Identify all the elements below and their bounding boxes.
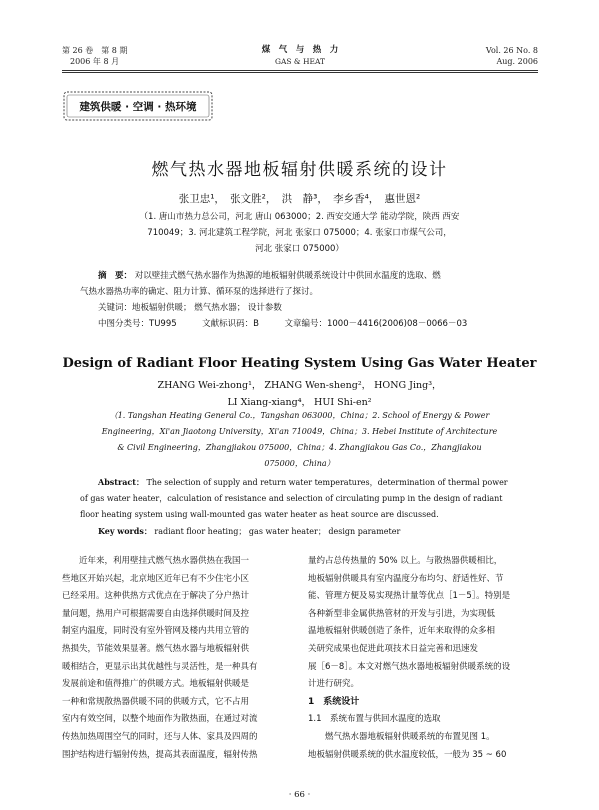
section-label-box [63,91,213,121]
section-label: 建筑供暖 · 空调 · 热环境 [79,101,197,113]
abstract-en [80,474,520,540]
body-line: 量约占总传热量的 50% 以上。与散热器供暖相比， [308,556,503,566]
journal-volume: 第 26 卷 第 8 期 [62,46,128,55]
subsection-heading: 1.1 系统布置与供回水温度的选取 [308,714,441,725]
authors-en-line1: ZHANG Wei-zhong¹， ZHANG Wen-sheng²， HONG Jing³， [157,380,442,391]
affiliations-cn [0,209,599,257]
abstract-en-label: Abstract： [98,477,144,487]
affiliations-en [0,408,599,472]
section-heading: 1 系统设计 [308,696,360,707]
body-line: 量问题，热用户可根据需要自由选择供暖时间及控 [62,608,250,619]
keywords-cn: 地板辐射供暖； 燃气热水器； 设计参数 [132,303,282,313]
body-line: 计进行研究。 [308,679,360,690]
abstract-en-text: The selection of supply and return water temperatures，determination of thermal power [146,478,508,487]
abstract-en-text: floor heating system using wall-mounted gas water heater as heat source are discussed. [80,510,439,519]
body-line: 温地板辐射供暖创造了条件，近年来取得的众多相 [308,626,496,637]
body-line: 燃气热水器地板辐射供暖系统的布置见图 1。 [308,731,495,742]
body-line: 展［6－8］。本文对燃气热水器地板辐射供暖系统的设 [308,661,511,672]
body-line: 地板辐射供暖具有室内温度分布均匀、舒适性好、节 [308,573,504,584]
body-line: 围护结构进行辐射传热，提高其表面温度，辐射传热 [62,749,258,760]
abstract-cn-text: 气热水器热功率的确定、阻力计算、循环泵的选择进行了探讨。 [80,287,319,297]
body-line: 地板辐射供暖系统的供水温度较低，一般为 35 ~ 60 [308,749,507,760]
body-line: 些地区开始兴起，北京地区近年已有不少住宅小区 [62,573,250,584]
affiliation-en-line: （1. Tangshan Heating General Co.，Tangshan 063000，China；2. School of Energy & Power [109,411,490,420]
body-left-column [62,553,294,764]
paper-title-cn: 燃气热水器地板辐射供暖系统的设计 [151,160,448,180]
body-right-column [308,553,540,764]
affiliation-en-line: Engineering，Xi'an Jiaotong University，Xi'an 710049，China；3. Hebei Institute of Architecture [101,427,498,436]
page-number: · 66 · [288,790,311,800]
volume-en: Vol. 26 No. 8 [485,46,538,55]
body-line: 各种新型非金属供热管材的开发与引进，为实现低 [308,608,496,619]
abstract-cn-text: 对以壁挂式燃气热水器作为热源的地板辐射供暖系统设计中供回水温度的选取、燃 [134,271,441,281]
keywords-cn-label: 关键词： [98,303,133,313]
affiliation-cn-line: 河北 张家口 075000） [255,244,344,254]
body-line: 已经采用。这种供热方式优点在于解决了分户热计 [62,591,250,602]
journal-date: 2006 年 8 月 [70,57,120,66]
journal-name-en: GAS & HEAT [274,57,325,66]
authors-cn: 张卫忠¹， 张文胜²， 洪 静³， 李乡香⁴， 惠世恩² [178,193,421,205]
affiliation-cn-line: 710049；3. 河北建筑工程学院，河北 张家口 075000；4. 张家口市煤气公司， [147,228,452,238]
body-line: 热损失，节能效果显著。燃气热水器与地板辐射供 [62,643,250,654]
body-line: 室内有效空间，以整个地面作为散热面，在通过对流 [62,714,258,725]
authors-en-line2: LI Xiang-xiang⁴， HUI Shi-en² [227,397,372,408]
body-line: 暖相结合，更显示出其优越性与灵活性，是一种具有 [62,661,258,672]
body-line: 关研究成果也促进此项技术日益完善和迅速发 [308,643,479,654]
classification-line: 中图分类号：TU995 文献标识码：B 文章编号：1000－4416(2006)08－0066－03 [98,319,468,329]
body-line: 近年来，利用壁挂式燃气热水器供热在我国一 [62,556,250,566]
body-line: 能、管理方便及易实现热计量等优点［1－5］。特别是 [308,591,511,602]
abstract-cn [80,268,520,332]
journal-name-cn: 煤 气 与 热 力 [261,45,339,55]
body-line: 发展前途和值得推广的供暖方式。地板辐射供暖是 [62,679,250,690]
body-line: 一种和常规散热器供暖不同的供暖方式，它不占用 [62,696,250,707]
affiliation-cn-line: （1. 唐山市热力总公司，河北 唐山 063000；2. 西安交通大学 能动学院，陕西 西安 [139,212,460,222]
body-line: 传热加热周围空气的同时，还与人体、家具及四周的 [62,731,258,742]
keywords-en: radiant floor heating； gas water heater； design parameter [154,527,401,536]
header-rule [62,70,538,71]
paper-title-en: Design of Radiant Floor Heating System Using Gas Water Heater [62,356,537,371]
abstract-en-text: of gas water heater，calculation of resistance and selection of circulating pump in the design of radiant [80,494,503,503]
keywords-en-label: Key words： [98,526,152,536]
abstract-cn-label: 摘 要： [98,271,133,281]
header-rule-2 [62,72,538,73]
body-line: 制室内温度，同时没有室外管网及楼内共用立管的 [62,626,250,637]
date-en: Aug. 2006 [496,57,538,66]
affiliation-en-line: 075000，China） [264,459,335,468]
affiliation-en-line: & Civil Engineering，Zhangjiakou 075000，China；4. Zhangjiakou Gas Co.，Zhangjiakou [117,443,482,452]
